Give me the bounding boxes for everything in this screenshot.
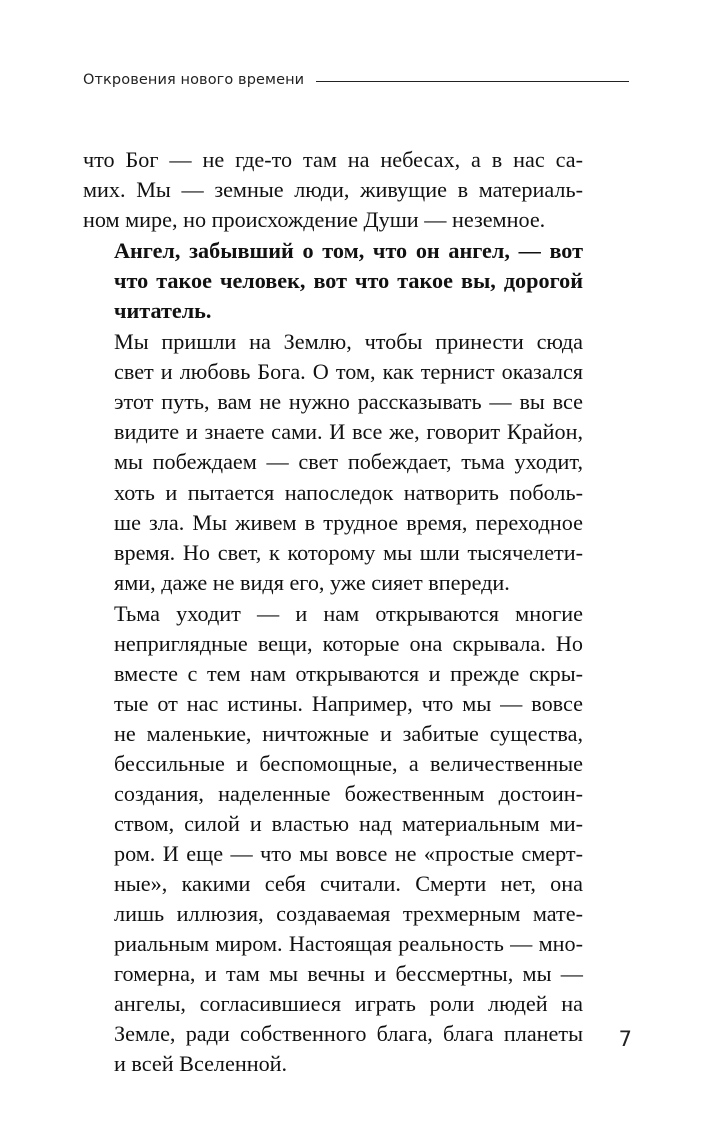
header-rule	[316, 81, 629, 82]
text-line: хоть и пытается напоследок натворить поболь-	[114, 479, 583, 505]
text-line: риальным миром. Настоящая реальность — мно-	[114, 931, 583, 957]
text-line: ангелы, согласившиеся играть роли людей на	[114, 991, 583, 1017]
text-line: Тьма уходит — и нам открываются многие	[114, 600, 583, 626]
text-line: не маленькие, ничтожные и забитые существа,	[114, 720, 583, 746]
text-line: Мы пришли на Землю, чтобы принести сюда	[114, 329, 583, 355]
text-line: этот путь, вам не нужно рассказывать — вы все	[114, 389, 583, 415]
text-line: читатель.	[114, 298, 212, 324]
text-line: что Бог — не где-то там на небесах, а в нас са-	[83, 147, 583, 172]
running-title: Откровения нового времени	[83, 72, 305, 88]
text-line: ные», какими себя считали. Смерти нет, она	[114, 871, 583, 897]
text-line: мих. Мы — земные люди, живущие в материаль-	[83, 177, 583, 203]
text-line: бессильные и беспомощные, а величественные	[114, 750, 583, 776]
text-line: вместе с тем нам открываются и прежде скры-	[114, 660, 583, 686]
body-text	[83, 145, 583, 1079]
text-line: видите и знаете сами. И все же, говорит Крайон,	[114, 419, 583, 445]
text-line: ями, даже не видя его, уже сияет впереди.	[114, 569, 510, 595]
text-line: что такое человек, вот что такое вы, дорогой	[114, 268, 583, 294]
text-line: ше зла. Мы живем в трудное время, переходное	[114, 509, 583, 535]
text-line: мы побеждаем — свет побеждает, тьма уходит,	[114, 449, 583, 475]
paragraph	[83, 599, 583, 1080]
text-line: ством, силой и властью над материальным ми-	[114, 811, 583, 837]
text-line: время. Но свет, к которому мы шли тысячелети-	[114, 539, 583, 565]
text-line: ном мире, но происхождение Души — неземное.	[83, 207, 546, 233]
paragraph-bold	[83, 236, 583, 326]
running-header	[83, 72, 629, 88]
text-line: создания, наделенные божественным достоин-	[114, 780, 583, 806]
text-line: свет и любовь Бога. О том, как тернист оказался	[114, 359, 583, 385]
page-number: 7	[618, 1027, 632, 1051]
text-line: тые от нас истины. Например, что мы — вовсе	[114, 690, 583, 716]
text-line: лишь иллюзия, создаваемая трехмерным мате-	[114, 901, 583, 927]
text-line: гомерна, и там мы вечны и бессмертны, мы —	[114, 961, 583, 987]
text-line: и всей Вселенной.	[114, 1051, 288, 1077]
paragraph-continued	[83, 145, 583, 235]
text-line: Ангел, забывший о том, что он ангел, — вот	[114, 238, 583, 264]
text-line: ром. И еще — что мы вовсе не «простые смерт-	[114, 841, 583, 867]
text-line: Земле, ради собственного блага, блага планеты	[114, 1021, 583, 1047]
text-line: неприглядные вещи, которые она скрывала. Но	[114, 630, 583, 656]
paragraph	[83, 327, 583, 597]
